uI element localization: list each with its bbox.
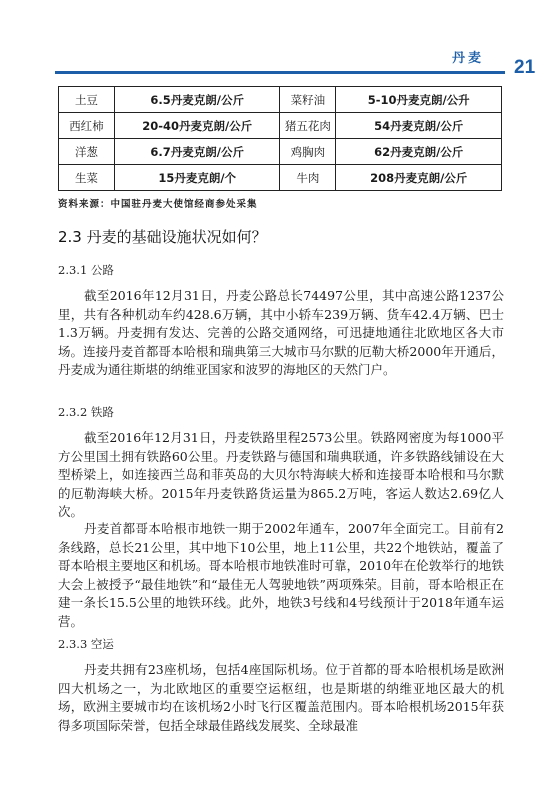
item-price: 208丹麦克朗/公斤 — [336, 165, 502, 191]
item-price: 6.5丹麦克朗/公斤 — [114, 87, 280, 113]
item-name: 洋葱 — [59, 139, 115, 165]
item-name: 西红柿 — [59, 113, 115, 139]
paragraph-air: 丹麦共拥有23座机场，包括4座国际机场。位于首都的哥本哈根机场是欧洲四大机场之一，为北欧地区的重要空运枢纽，也是斯堪的纳维亚地区最大的机场，欧洲主要城市均在该机场2小时飞行区覆盖范围内。哥本哈根机场2015年获得多项国际荣誉，包括全球最佳路线发展奖、全球最准 — [58, 662, 504, 733]
table-row — [59, 87, 502, 113]
item-price: 15丹麦克朗/个 — [114, 165, 280, 191]
item-price: 6.7丹麦克朗/公斤 — [114, 139, 280, 165]
subsection-title-railway: 2.3.2 铁路 — [58, 405, 114, 419]
item-name: 生菜 — [59, 165, 115, 191]
item-price: 20-40丹麦克朗/公斤 — [114, 113, 280, 139]
paragraph-railway-2: 丹麦首都哥本哈根市地铁一期于2002年通车，2007年全面完工。目前有2条线路，总长21公里，其中地下10公里，地上11公里，共22个地铁站，覆盖了哥本哈根主要地区和机场。哥本哈根市地铁准时可靠，2010年在伦敦举行的地铁大会上被授予“最佳地铁”和“最佳无人驾驶地铁”两项殊荣。目前，哥本哈根正在建一条长15.5公里的地铁环线。此外，地铁3号线和4号线预计于2018年通车运营。 — [58, 521, 504, 629]
item-name: 鸡胸肉 — [280, 139, 336, 165]
item-name: 猪五花肉 — [280, 113, 336, 139]
section-title: 2.3 丹麦的基础设施状况如何？ — [58, 228, 267, 246]
subsection-title-road: 2.3.1 公路 — [58, 263, 114, 277]
table-row — [59, 113, 502, 139]
table-row — [59, 139, 502, 165]
page-number: 21 — [514, 57, 536, 78]
header-rule — [55, 71, 505, 74]
price-table — [58, 86, 502, 191]
item-name: 土豆 — [59, 87, 115, 113]
item-price: 5-10丹麦克朗/公升 — [336, 87, 502, 113]
source-note: 资料来源：中国驻丹麦大使馆经商参处采集 — [58, 199, 258, 210]
paragraph-road: 截至2016年12月31日，丹麦公路总长74497公里，其中高速公路1237公里，共有各种机动车约428.6万辆，其中小轿车239万辆、货车42.4万辆、巴士1.3万辆。丹麦拥有发达、完善的公路交通网络，可迅捷地通往北欧地区各大市场。连接丹麦首都哥本哈根和瑞典第三大城市马尔默的厄勒大桥2000年开通后，丹麦成为通往斯堪的纳维亚国家和波罗的海地区的天然门户。 — [58, 288, 504, 377]
item-price: 54丹麦克朗/公斤 — [336, 113, 502, 139]
subsection-title-air: 2.3.3 空运 — [58, 637, 114, 651]
item-price: 62丹麦克朗/公斤 — [336, 139, 502, 165]
table-row — [59, 165, 502, 191]
header-country: 丹麦 — [452, 51, 485, 66]
item-name: 菜籽油 — [280, 87, 336, 113]
item-name: 牛肉 — [280, 165, 336, 191]
paragraph-railway-1: 截至2016年12月31日，丹麦铁路里程2573公里。铁路网密度为每1000平方公里国土拥有铁路60公里。丹麦铁路与德国和瑞典联通，许多铁路线铺设在大型桥梁上，如连接西兰岛和菲英岛的大贝尔特海峡大桥和连接哥本哈根和马尔默的厄勒海峡大桥。2015年丹麦铁路货运量为865.2万吨，客运人数达2.69亿人次。 — [58, 430, 504, 519]
